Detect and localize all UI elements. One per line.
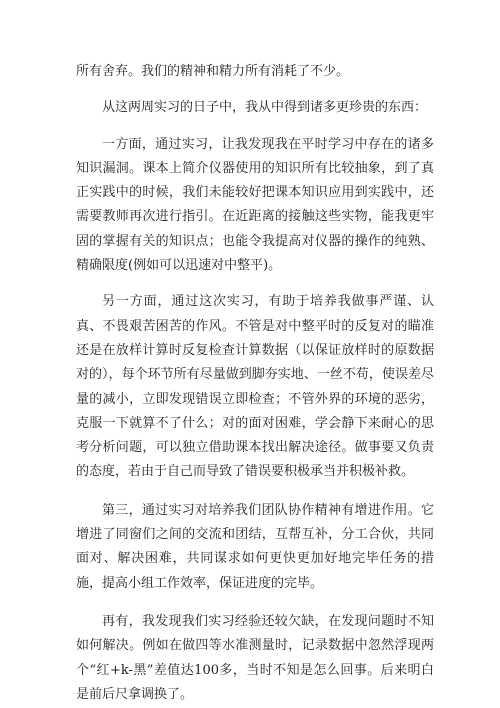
paragraph-fourth-aspect: 再有，我发现我们实习经验还较欠缺，在发现问题时不知如何解决。例如在做四等水准测量时，记录数据中忽然浮现两个“红+k-黑”差值达100多，当时不知是怎么回事。后来明白是前后尺拿调换了。 (76, 613, 434, 702)
paragraph-continuation: 所有舍弃。我们的精神和精力所有消耗了不少。 (76, 64, 350, 79)
paragraph-first-aspect: 一方面，通过实习，让我发现我在平时学习中存在的诸多知识漏洞。课本上简介仪器使用的知识所有比较抽象，到了真正实践中的时候，我们未能较好把课本知识应用到实践中，还需要教师再次进行指引。在近距离的接触这些实物，能我更牢固的掌握有关的知识点；也能令我提高对仪器的操作的纯熟、精确限度(例如可以迅速对中整平)。 (76, 136, 434, 274)
document-body (76, 60, 434, 707)
paragraph-second-aspect: 另一方面，通过这次实习，有助于培养我做事严谨、认真、不畏艰苦困苦的作风。不管是对中整平时的反复对的瞄准还是在放样计算时反复检查计算数据（以保证放样时的原数据对的），每个环节所有尽量做到脚夯实地、一丝不苟，使误差尽量的减小，立即发现错误立即检查；不管外界的环境的恶劣，克服一下就算不了什么；对的面对困难，学会静下来耐心的思考分析问题，可以独立借助课本找出解决途径。做事要又负责的态度，若由于自己而导致了错误要积极承当并积极补救。 (76, 294, 434, 480)
paragraph-intro: 从这两周实习的日子中，我从中得到诸多更珍贵的东西： (102, 100, 428, 116)
paragraph-third-aspect: 第三，通过实习对培养我们团队协作精神有增进作用。它增进了同窗们之间的交流和团结，互帮互补，分工合伙，共同面对、解决困难，共同谋求如何更快更加好地完毕任务的措施，提高小组工作效率，保证进度的完毕。 (76, 502, 434, 591)
